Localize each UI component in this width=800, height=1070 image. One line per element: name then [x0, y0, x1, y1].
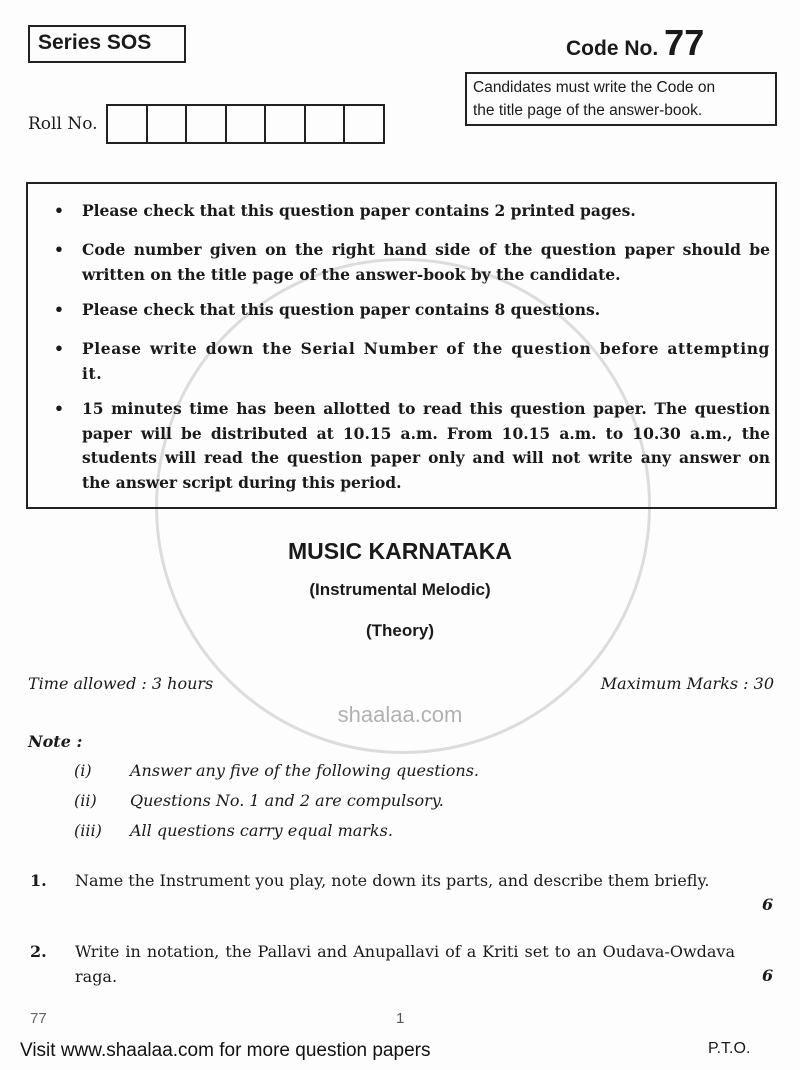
note-line: the title page of the answer-book. [473, 102, 703, 119]
code-value: 77 [664, 22, 705, 63]
instruction-item: • Please check that this question paper contains 2 printed pages. [54, 199, 770, 224]
code-number [566, 22, 704, 64]
roll-cell [106, 104, 148, 144]
instruction-item: • Code number given on the right hand side of the question paper should be written on the title page of the answer-book by the candidate. [54, 238, 770, 287]
instruction-item: • Please check that this question paper contains 8 questions. [54, 298, 770, 323]
roll-label: Roll No. [28, 114, 98, 134]
question-text: Write in notation, the Pallavi and Anupallavi of a Kriti set to an Oudava-Owdava raga. [75, 942, 735, 986]
note-num: (ii) [74, 791, 97, 810]
instruction-item: • Please write down the Serial Number of the question before attempting it. [54, 337, 770, 386]
footer-code: 77 [30, 1010, 47, 1027]
question-marks: 6 [762, 966, 774, 985]
note-num: (iii) [74, 821, 102, 840]
roll-cell [343, 104, 385, 144]
instruction-item: • 15 minutes time has been allotted to read this question paper. The question paper will be distributed at 10.15 a.m. From 10.15 a.m. to 10.30 a.m., the students will read the question paper only and will not write any answer on the answer script during this period. [54, 397, 770, 495]
code-label: Code No. [566, 37, 659, 60]
question-number: 2. [30, 942, 47, 961]
roll-number-boxes [108, 104, 385, 144]
note-line: Candidates must write the Code on [473, 79, 716, 96]
paper-subtitle: (Instrumental Melodic) [309, 580, 491, 599]
paper-title: MUSIC KARNATAKA [287, 538, 512, 564]
note-text: All questions carry equal marks. [130, 821, 393, 840]
note-num: (i) [74, 761, 92, 780]
question-marks: 6 [762, 895, 774, 914]
series-label: Series SOS [28, 25, 186, 63]
maximum-marks: Maximum Marks : 30 [600, 674, 774, 693]
roll-cell [185, 104, 227, 144]
candidates-note [465, 72, 777, 126]
watermark-text: shaalaa.com [337, 702, 463, 727]
roll-cell [225, 104, 267, 144]
note-text: Questions No. 1 and 2 are compulsory. [130, 791, 444, 810]
pto-label: P.T.O. [708, 1040, 751, 1057]
paper-type: (Theory) [366, 621, 434, 640]
note-text: Answer any five of the following questions. [130, 761, 480, 780]
roll-cell [146, 104, 188, 144]
question-number: 1. [30, 871, 47, 890]
note-label: Note : [28, 732, 83, 751]
page-number: 1 [396, 1010, 405, 1027]
roll-cell [264, 104, 306, 144]
question-text: Name the Instrument you play, note down its parts, and describe them briefly. [75, 871, 710, 890]
shaalaa-link[interactable]: Visit www.shaalaa.com for more question papers [20, 1040, 431, 1061]
time-allowed: Time allowed : 3 hours [28, 674, 214, 693]
roll-cell [304, 104, 346, 144]
